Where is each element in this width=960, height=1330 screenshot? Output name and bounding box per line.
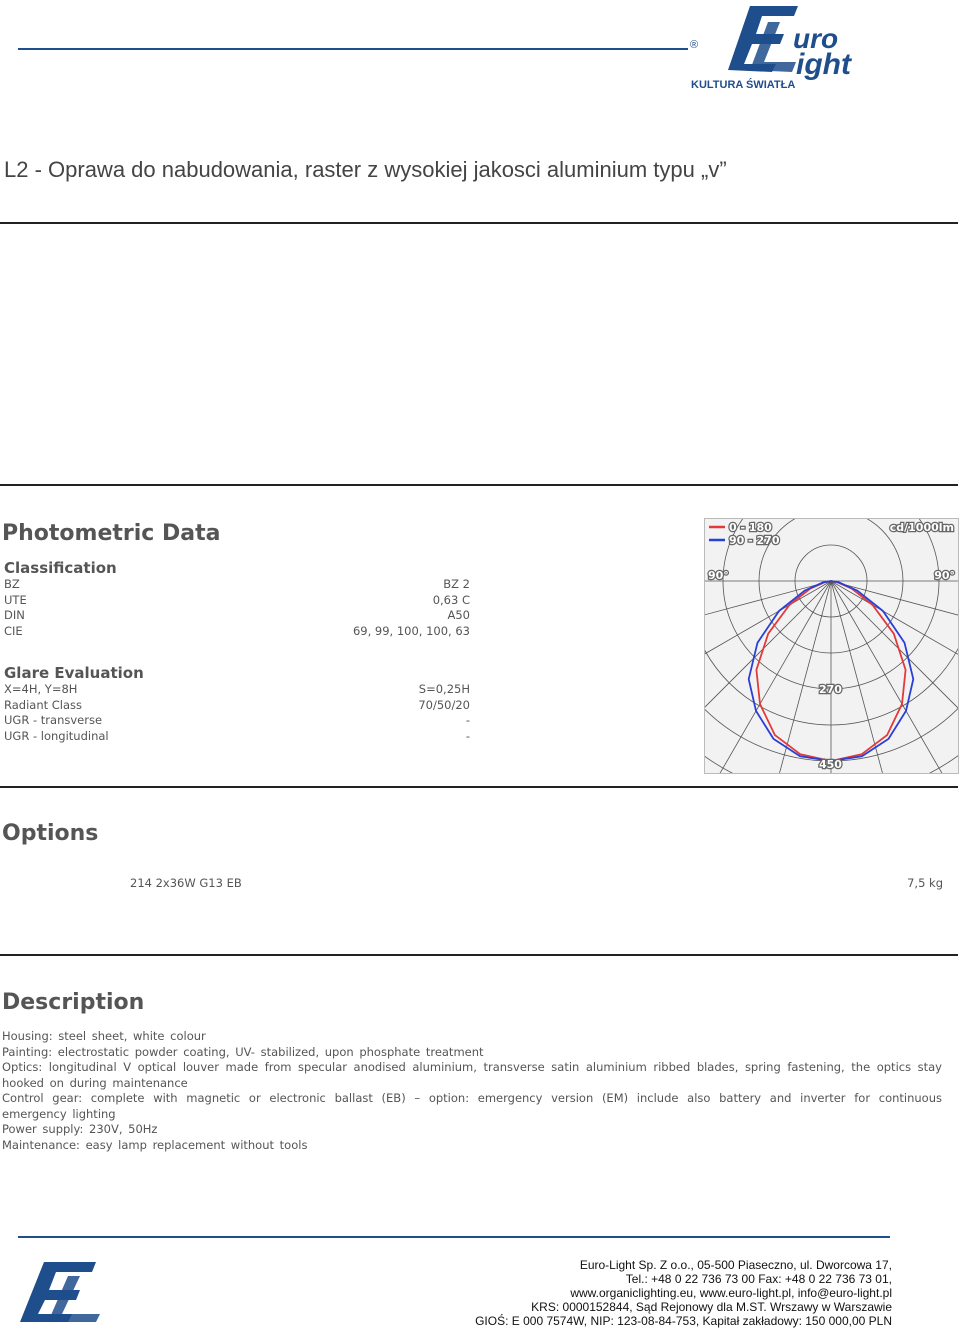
row-label: Radiant Class xyxy=(4,698,83,712)
photometric-rule xyxy=(0,484,958,486)
row-value: - xyxy=(465,713,470,727)
classification-row xyxy=(4,624,470,638)
photometric-title: Photometric Data xyxy=(2,521,221,546)
glare-row xyxy=(4,682,470,696)
row-value: - xyxy=(465,729,470,743)
euro-light-mark-icon xyxy=(14,1258,124,1326)
footer-line: Tel.: +48 0 22 736 73 00 Fax: +48 0 22 736 73 01, xyxy=(625,1272,892,1286)
polar-chart-svg xyxy=(705,519,958,773)
description-line: Control gear: complete with magnetic or electronic ballast (EB) – option: emergency version (EM) include also battery and inverter for continuous emergency lighting xyxy=(2,1091,942,1121)
footer-line: Euro-Light Sp. Z o.o., 05-500 Piaseczno, ul. Dworcowa 17, xyxy=(579,1258,892,1272)
product-title: L2 - Oprawa do nabudowania, raster z wysokiej jakosci aluminium typu „v” xyxy=(4,157,727,182)
row-value: BZ 2 xyxy=(443,577,470,591)
footer-line: GIOŚ: E 000 7574W, NIP: 123-08-84-753, Kapitał zakładowy: 150 000,00 PLN xyxy=(475,1314,892,1328)
row-value: 0,63 C xyxy=(432,593,470,607)
row-value: 69, 99, 100, 100, 63 xyxy=(352,624,470,638)
row-label: X=4H, Y=8H xyxy=(4,682,78,696)
row-label: UGR - transverse xyxy=(4,713,103,727)
description-title: Description xyxy=(2,990,145,1015)
photometric-chart xyxy=(704,518,959,774)
footer-line: www.organiclighting.eu, www.euro-light.pl, info@euro-light.pl xyxy=(570,1286,892,1300)
option-item: 214 2x36W G13 EB xyxy=(130,876,242,890)
description-line: Power supply: 230V, 50Hz xyxy=(2,1122,158,1136)
euro-light-logo-icon xyxy=(688,0,903,92)
grid-spoke xyxy=(831,581,958,765)
grid-spoke xyxy=(705,581,831,648)
description-body xyxy=(2,1029,942,1153)
footer-logo xyxy=(14,1258,124,1326)
logo-registered: ® xyxy=(690,39,699,51)
classification-row xyxy=(4,577,470,591)
logo xyxy=(688,0,903,92)
options-title: Options xyxy=(2,821,99,846)
row-label: UGR - longitudinal xyxy=(4,729,109,743)
logo-word2: ight xyxy=(796,48,851,81)
logo-tagline: KULTURA ŚWIATŁA xyxy=(691,79,796,91)
radial-label-450: 450 xyxy=(819,758,842,771)
classification-title: Classification xyxy=(4,559,117,577)
angle-label-left: 90° xyxy=(708,569,729,582)
row-value: S=0,25H xyxy=(418,682,470,696)
unit-label: cd/1000lm xyxy=(889,521,954,534)
row-label: UTE xyxy=(4,593,27,607)
grid-spoke xyxy=(705,581,831,711)
row-value: A50 xyxy=(447,608,470,622)
chart-grid xyxy=(705,519,958,773)
row-label: BZ xyxy=(4,577,20,591)
glare-row xyxy=(4,713,470,727)
angle-label-right: 90° xyxy=(934,569,955,582)
glare-row xyxy=(4,698,470,712)
header-rule xyxy=(18,48,688,50)
row-label: CIE xyxy=(4,624,23,638)
footer-rule xyxy=(18,1236,890,1238)
description-line: Maintenance: easy lamp replacement without tools xyxy=(2,1137,308,1152)
title-rule xyxy=(0,222,958,224)
legend-label-0-180: 0 - 180 xyxy=(729,521,772,534)
row-label: DIN xyxy=(4,608,25,622)
row-value: 70/50/20 xyxy=(418,698,470,712)
classification-row xyxy=(4,593,470,607)
description-line: Painting: electrostatic powder coating, UV- stabilized, upon phosphate treatment xyxy=(2,1044,484,1059)
grid-spoke xyxy=(831,581,898,773)
options-rule xyxy=(0,786,958,788)
option-weight: 7,5 kg xyxy=(907,876,943,890)
glare-title: Glare Evaluation xyxy=(4,664,144,682)
grid-spoke xyxy=(705,581,831,765)
description-line: Optics: longitudinal V optical louver made from specular anodised aluminium, transverse satin aluminium ribbed blades, spring fastening, the optics stay hooked on during maintenance xyxy=(2,1060,942,1090)
description-rule xyxy=(0,954,958,956)
logo-word1: uro xyxy=(793,23,839,54)
legend-label-90-270: 90 - 270 xyxy=(729,534,780,547)
footer-company-info xyxy=(475,1258,892,1328)
radial-label-270: 270 xyxy=(819,683,842,696)
glare-row xyxy=(4,729,470,743)
grid-spoke xyxy=(764,581,831,773)
footer-line: KRS: 0000152844, Sąd Rejonowy dla M.ST. Wrszawy w Warszawie xyxy=(531,1300,892,1314)
description-line: Housing: steel sheet, white colour xyxy=(2,1029,206,1043)
classification-row xyxy=(4,608,470,622)
